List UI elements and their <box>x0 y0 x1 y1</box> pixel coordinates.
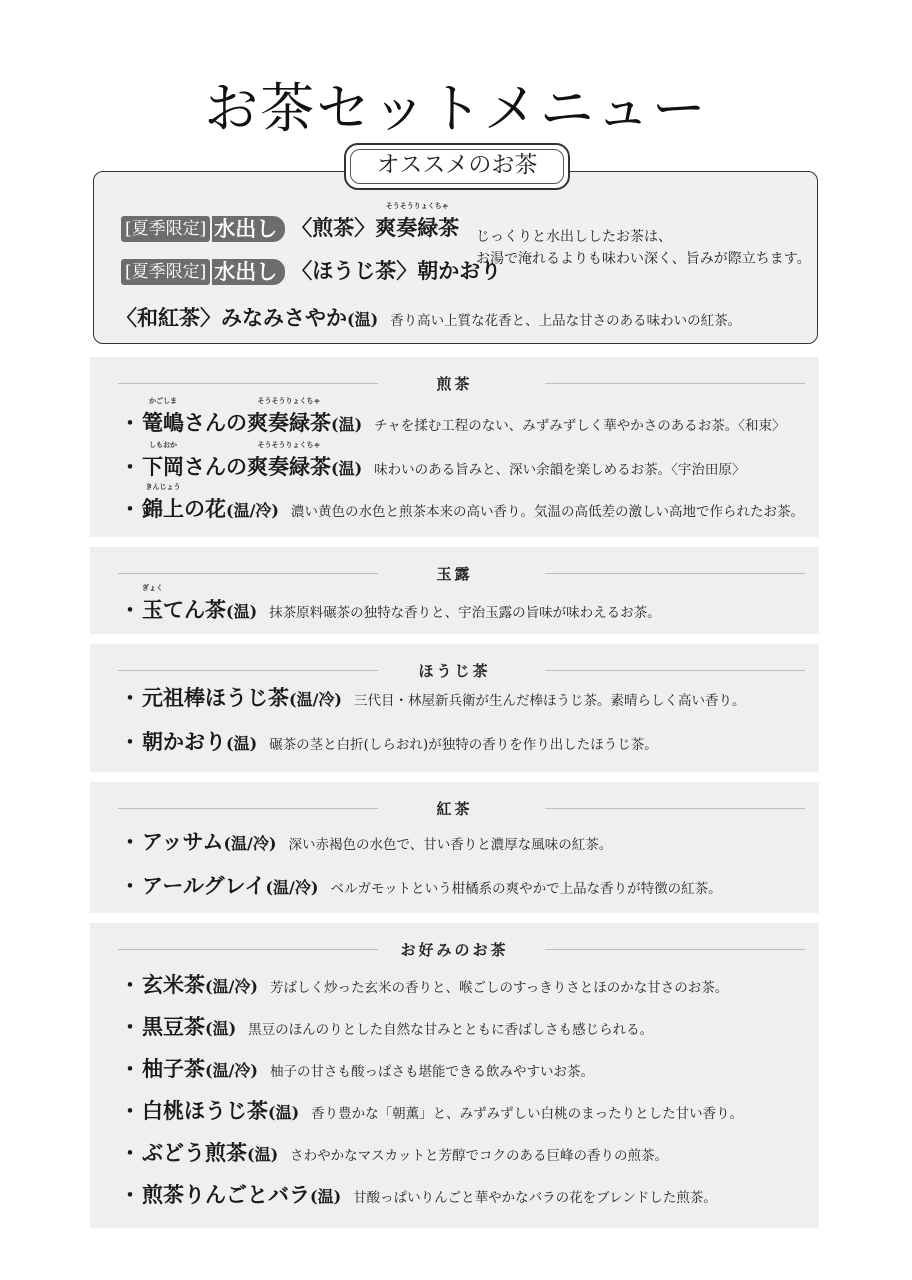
recommend-item-3: 〈和紅茶〉みなみさやか (温) 香り高い上質な花香と、上品な甘さのある味わいの紅茶。 <box>116 305 742 330</box>
section-houjicha <box>90 644 819 772</box>
menu-item: ・ 煎茶りんごとバラ (温) 甘酸っぱいりんごと華やかなバラの花をブレンドした煎茶。 <box>120 1182 717 1207</box>
recommend-item-name: 〈煎茶〉 そうそうりょくちゃ 爽奏緑茶 <box>291 201 460 240</box>
menu-item: ・ ぶどう煎茶 (温) さわやかなマスカットと芳醇でコクのある巨峰の香りの煎茶。 <box>120 1140 669 1165</box>
recommend-label: オススメのお茶 <box>344 143 570 190</box>
section-heading: 煎茶 <box>436 375 473 393</box>
menu-item: ・ ぎょく 玉てん茶 (温) 抹茶原料碾茶の独特な香りと、宇治玉露の旨味が味わえるお茶。 <box>120 583 661 622</box>
menu-item: ・ 元祖棒ほうじ茶 (温/冷) 三代目・林屋新兵衛が生んだ棒ほうじ茶。素晴らしく高い香り。 <box>120 685 746 710</box>
section-okonomi <box>90 923 819 1228</box>
cold-brew-desc-line-2: お湯で淹れるよりも味わい深く、旨みが際立ちます。 <box>476 251 811 267</box>
cold-brew-desc-line-1: じっくりと水出ししたお茶は、 <box>476 229 672 245</box>
section-gyokuro <box>90 547 819 634</box>
menu-item: ・ きんじょう 錦上の花 (温/冷) 濃い黄色の水色と煎茶本来の高い香り。気温の高低差の激しい高地で作られたお茶。 <box>120 482 804 521</box>
menu-item: ・ アールグレイ (温/冷) ベルガモットという柑橘系の爽やかで上品な香りが特徴の紅茶。 <box>120 873 722 898</box>
cold-brew-label: 水出し <box>212 259 285 285</box>
menu-item: ・ 玄米茶 (温/冷) 芳ばしく炒った玄米の香りと、喉ごしのすっきりさとほのかな甘さのお茶。 <box>120 972 729 997</box>
section-sencha <box>90 357 819 537</box>
section-kocha <box>90 782 819 913</box>
menu-item: ・ かごしま 篭嶋さんの そうそうりょくちゃ 爽奏緑茶 (温) チャを揉む工程のない、みずみずしく華やかさのあるお茶。〈和束〉 <box>120 396 786 435</box>
recommend-item-2 <box>121 255 501 285</box>
section-heading: 紅茶 <box>436 800 473 818</box>
recommend-item-name: 〈ほうじ茶〉朝かおり <box>291 258 502 283</box>
section-heading: ほうじ茶 <box>418 662 491 680</box>
menu-item: ・ 柚子茶 (温/冷) 柚子の甘さも酸っぱさも堪能できる飲みやすいお茶。 <box>120 1056 594 1081</box>
seasonal-badge: [夏季限定] <box>121 259 210 285</box>
section-heading: 玉露 <box>436 565 473 583</box>
page-title: お茶セットメニュー <box>204 77 708 140</box>
menu-item: ・ しもおか 下岡さんの そうそうりょくちゃ 爽奏緑茶 (温) 味わいのある旨みと、深い余韻を楽しめるお茶。〈宇治田原〉 <box>120 440 746 479</box>
menu-item: ・ アッサム (温/冷) 深い赤褐色の水色で、甘い香りと濃厚な風味の紅茶。 <box>120 829 613 854</box>
menu-item: ・ 黒豆茶 (温) 黒豆のほんのりとした自然な甘みとともに香ばしさも感じられる。 <box>120 1014 654 1039</box>
menu-item: ・ 朝かおり (温) 碾茶の茎と白折(しらおれ)が独特の香りを作り出したほうじ茶。 <box>120 729 658 754</box>
menu-item: ・ 白桃ほうじ茶 (温) 香り豊かな「朝薫」と、みずみずしい白桃のまったりとした甘い香り。 <box>120 1098 744 1123</box>
section-heading: お好みのお茶 <box>400 941 509 959</box>
recommend-item-1 <box>121 201 460 242</box>
cold-brew-label: 水出し <box>212 216 285 242</box>
seasonal-badge: [夏季限定] <box>121 216 210 242</box>
ruby-text: そうそうりょくちゃ <box>385 201 449 210</box>
